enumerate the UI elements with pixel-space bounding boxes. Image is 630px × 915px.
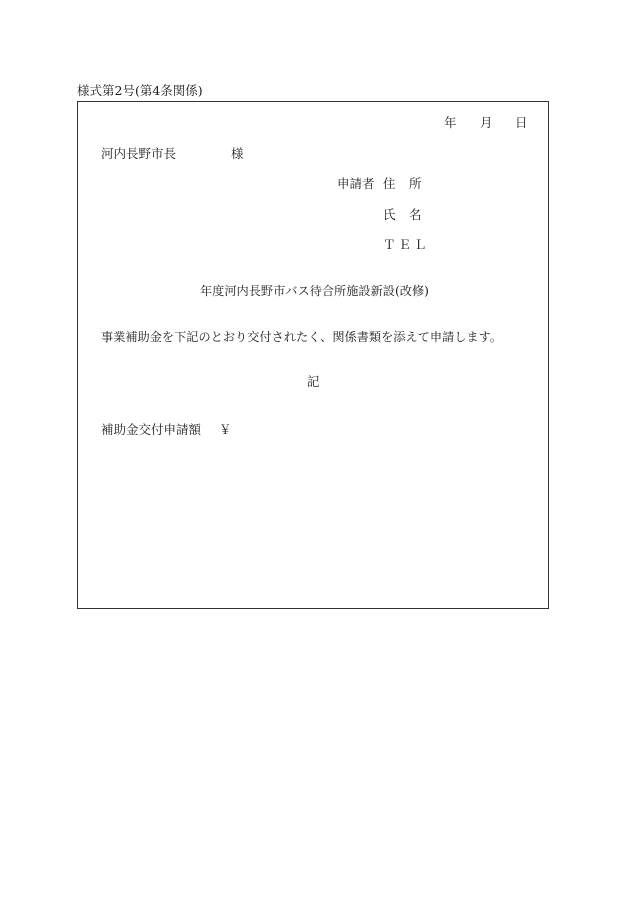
date-month-label: 月	[480, 115, 493, 130]
applicant-address-label: 住 所	[383, 176, 423, 191]
applicant-name-label: 氏 名	[383, 207, 423, 222]
amount-currency: ￥	[219, 422, 232, 437]
ki-marker: 記	[307, 374, 320, 389]
applicant-heading: 申請者	[337, 176, 375, 191]
form-title: 年度河内長野市バス待合所施設新設(改修)	[200, 284, 429, 298]
applicant-tel-label: ＴＥＬ	[383, 237, 430, 252]
date-day-label: 日	[515, 115, 528, 130]
application-form	[77, 101, 549, 609]
addressee-name: 河内長野市長	[101, 146, 177, 161]
date-year-label: 年	[444, 115, 457, 130]
amount-label: 補助金交付申請額	[101, 422, 202, 437]
addressee-honorific: 様	[231, 146, 244, 161]
form-number: 様式第2号(第4条関係)	[77, 83, 203, 98]
application-statement: 事業補助金を下記のとおり交付されたく、関係書類を添えて申請します。	[101, 330, 502, 344]
